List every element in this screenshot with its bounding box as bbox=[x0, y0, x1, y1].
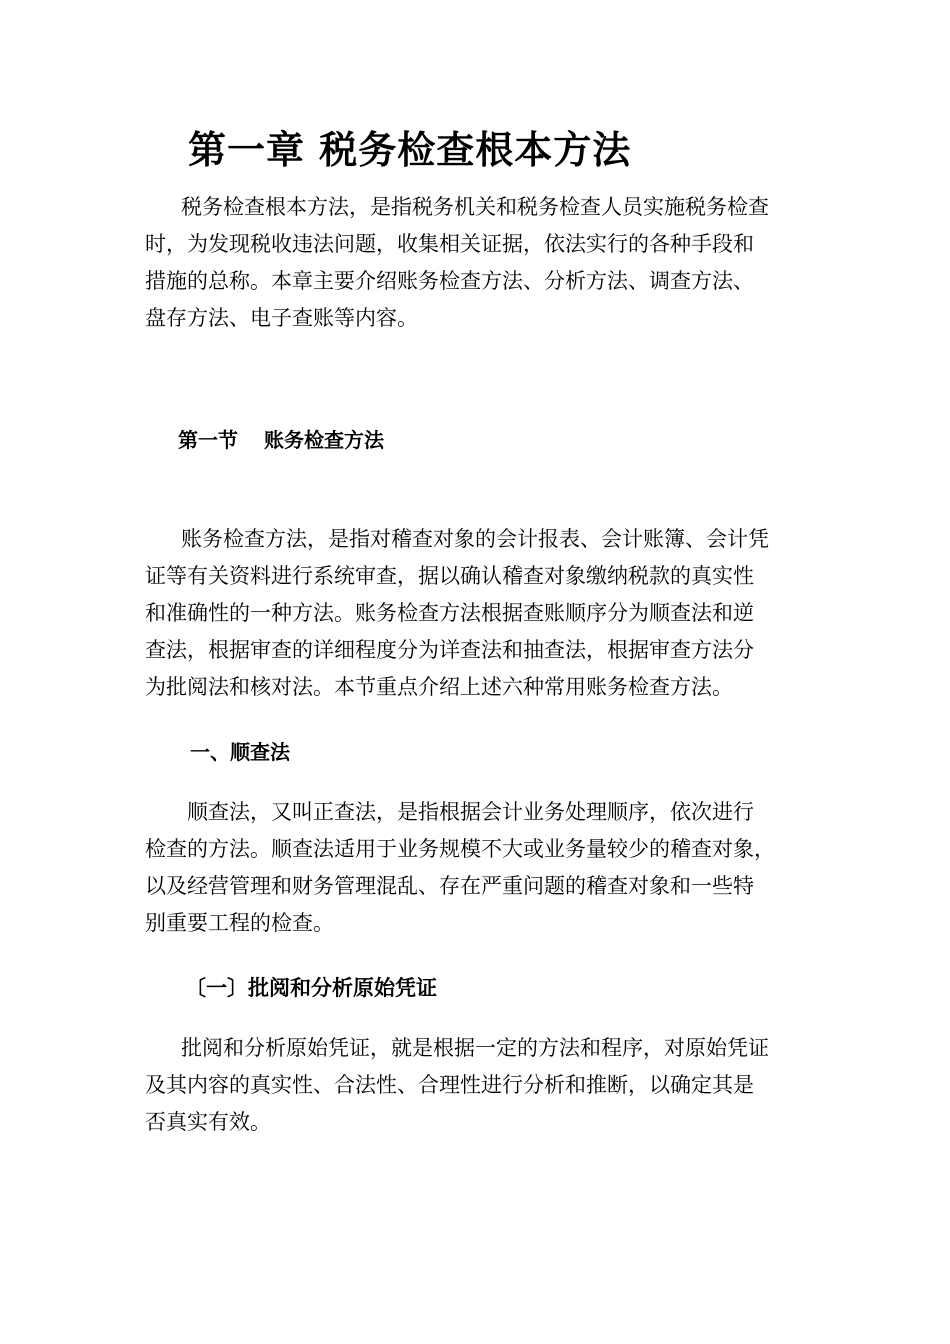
intro-line-4: 盘存方法、电子查账等内容。 bbox=[145, 306, 418, 330]
section-line-2: 证等有关资料进行系统审查，据以确认稽查对象缴纳税款的真实性 bbox=[145, 564, 754, 588]
subsection-line-4: 别重要工程的检查。 bbox=[145, 911, 334, 935]
intro-line-3: 措施的总称。本章主要介绍账务检查方法、分析方法、调查方法、 bbox=[145, 269, 754, 293]
item-title: 〔一〕批阅和分析原始凭证 bbox=[185, 975, 437, 1000]
section-paragraph bbox=[145, 521, 815, 706]
section-number: 第一节 bbox=[178, 428, 238, 452]
intro-line-1: 税务检查根本方法，是指税务机关和税务检查人员实施税务检查 bbox=[181, 195, 769, 219]
section-line-3: 和准确性的一种方法。账务检查方法根据查账顺序分为顺查法和逆 bbox=[145, 601, 754, 625]
section-line-5: 为批阅法和核对法。本节重点介绍上述六种常用账务检查方法。 bbox=[145, 675, 733, 699]
item-paragraph bbox=[145, 1030, 815, 1141]
item-line-1: 批阅和分析原始凭证，就是根据一定的方法和程序，对原始凭证 bbox=[181, 1036, 769, 1060]
chapter-title: 第一章 税务检查根本方法 bbox=[188, 128, 632, 172]
subsection-paragraph bbox=[145, 794, 815, 942]
intro-line-2: 时，为发现税收违法问题，收集相关证据，依法实行的各种手段和 bbox=[145, 232, 754, 256]
item-line-2: 及其内容的真实性、合法性、合理性进行分析和推断，以确定其是 bbox=[145, 1073, 754, 1097]
section-name: 账务检查方法 bbox=[264, 428, 384, 452]
section-line-4: 查法，根据审查的详细程度分为详查法和抽查法，根据审查方法分 bbox=[145, 638, 754, 662]
subsection-line-2: 检查的方法。顺查法适用于业务规模不大或业务量较少的稽查对象， bbox=[145, 837, 775, 861]
section-title bbox=[178, 425, 384, 455]
item-line-3: 否真实有效。 bbox=[145, 1110, 271, 1134]
subsection-line-3: 以及经营管理和财务管理混乱、存在严重问题的稽查对象和一些特 bbox=[145, 874, 754, 898]
section-line-1: 账务检查方法，是指对稽查对象的会计报表、会计账簿、会计凭 bbox=[181, 527, 769, 551]
subsection-line-1: 顺查法，又叫正查法，是指根据会计业务处理顺序，依次进行 bbox=[187, 800, 754, 824]
subsection-title: 一、顺查法 bbox=[190, 740, 290, 764]
intro-paragraph bbox=[145, 189, 815, 337]
